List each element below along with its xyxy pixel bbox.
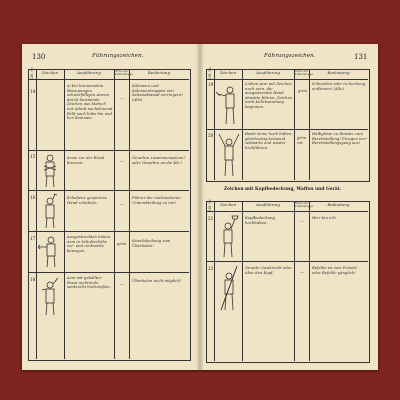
signal-figure-fist-pump	[38, 276, 62, 316]
row-ausfuehrung: Erhobene gespreizte Hand schütteln.	[67, 195, 108, 205]
header-bedeutung: Bedeutung	[327, 70, 350, 75]
header-ausfuehrung: Ausführung	[77, 70, 101, 75]
row-farbe: —	[120, 158, 124, 163]
row-ausfuehrung: Ausgestreckten linken Arm in Schulterhöhe vor- und rückwärts bewegen.	[67, 234, 111, 253]
header-bedeutung: Bedeutung	[147, 70, 171, 75]
row-farbe: —	[300, 218, 304, 223]
row-number: 18	[30, 277, 36, 282]
header-nr: Lfd. Nr.	[208, 198, 212, 211]
right-page-number: 131	[354, 53, 368, 61]
signal-figure-arm-forward	[38, 236, 62, 268]
left-page-number: 130	[32, 53, 46, 61]
row-bedeutung: Überholen nicht möglich!	[132, 278, 182, 283]
book-spread	[22, 44, 378, 370]
row-bedeutung: Kriechdeckung zum Überholen!	[132, 238, 171, 248]
header-zeichen: Zeichen	[219, 202, 237, 207]
header-zeichen: Zeichen	[41, 70, 59, 75]
right-running-title: Führungszeichen.	[264, 53, 316, 59]
row-ausfuehrung: Arm mit geballter Faust mehrmals senkrecht hochstoßen.	[67, 275, 111, 290]
row-farbe: —	[300, 269, 304, 274]
row-farbe: —	[120, 201, 124, 206]
signal-figure-arms-crossed	[40, 154, 60, 188]
row-bedeutung: Führer der nächstoberen Unterabteilung zu mir!	[132, 195, 181, 205]
row-number: 16	[30, 195, 36, 200]
row-number: 20	[208, 133, 214, 138]
left-page	[22, 44, 198, 370]
row-farbe: —	[120, 281, 124, 286]
header-ausfuehrung: Ausführung	[256, 70, 280, 75]
signal-figure-hand-raised	[40, 193, 60, 229]
signal-figure-both-arms-up	[216, 132, 242, 178]
header-ausfuehrung: Ausführung	[256, 202, 280, 207]
header-farbe: Farbe der Winkerflagge	[114, 69, 133, 76]
row-ausfuehrung: Kopfbedeckung hochhalten.	[245, 215, 275, 225]
header-farbe: Farbe der Winkerflagge	[294, 201, 313, 208]
row-bedeutung: Befehle ist vom Feinde! oder Befehle gänglich!	[312, 265, 358, 275]
row-farbe: grün	[298, 88, 308, 93]
row-number: 21	[208, 216, 214, 221]
left-header-divider	[28, 79, 189, 80]
row-number: 17	[30, 236, 36, 241]
header-nr: Lfd. Nr.	[208, 66, 212, 79]
row-ausfuehrung: Arme vor der Brust kreuzen.	[67, 155, 105, 165]
header-nr: Lfd. Nr.	[30, 66, 34, 79]
row-number: 22	[208, 266, 214, 271]
row-ausfuehrung: a) bei brennendem Bewegungen schwerfälligen Armen durch bestimmte Zeichen aus Marsch mit Arbeit nachahmend Feld nach links hin und her Kommen.	[67, 83, 113, 121]
row-bedeutung: Hier bin ich!	[312, 215, 337, 220]
row-bedeutung: Schneiden oder in Deckung entfernen! (Alle)	[312, 81, 366, 91]
signal-figure-arm-side	[216, 84, 242, 126]
row-farbe: grün	[117, 241, 127, 246]
row-ausfuehrung: Beide Arme hoch halten, gleichzeitig kreisend seitwärts und wieder hochführen.	[245, 131, 293, 150]
signal-figure-rifle-raised	[217, 264, 241, 312]
right-page	[202, 44, 378, 370]
row-bedeutung: Halbgleise zu Einsatz zum Bereitstellung! Prozgen vor! Bereitstellungsgang aus!	[312, 131, 367, 146]
row-number: 14	[30, 89, 36, 94]
row-farbe: —	[120, 95, 124, 100]
row-bedeutung: Kolonnen und Kolonnentruppen vor! Seitenabstand verringern! (Alle)	[132, 83, 183, 102]
row-number: 15	[30, 154, 36, 159]
signal-figure-cap-raised	[217, 214, 241, 258]
row-ausfuehrung: Linken Arm mit Zeichen nach vorn, die ausgestreckte Hand abwärts führen, Zeichen nach Kehrtwendung beginnen.	[245, 81, 293, 109]
row-ausfuehrung: Gewehr (senkrecht oder über den Kopf.	[245, 265, 292, 275]
header-bedeutung: Bedeutung	[327, 202, 350, 207]
row-number: 19	[208, 82, 214, 87]
left-running-title: Führungszeichen.	[92, 53, 144, 59]
row-bedeutung: Gewehre zusammensetzen! oder Gewehre an die Klz.!	[132, 155, 185, 165]
header-farbe: Farbe der Winkerflagge	[294, 69, 313, 76]
row-farbe: grün rot	[297, 135, 307, 145]
section-heading: Zeichen mit Kopfbedeckung, Waffen und Gerät.	[224, 187, 342, 192]
header-zeichen: Zeichen	[219, 70, 237, 75]
